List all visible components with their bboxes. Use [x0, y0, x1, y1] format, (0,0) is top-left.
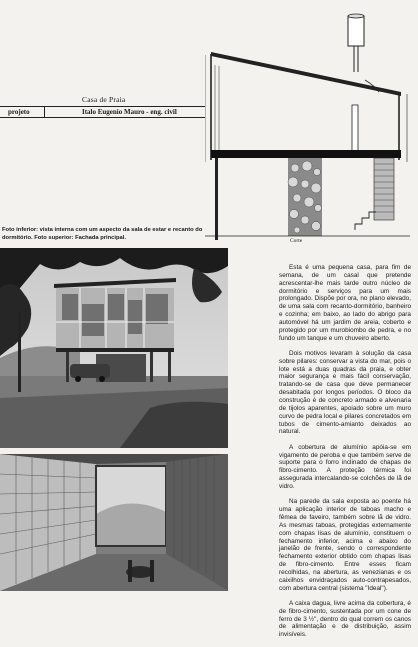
- facade-photo: [0, 248, 228, 448]
- article-paragraph: Dois motivos levaram à solução da casa sobre pilares: conservar a vista do mar, pois o lote está a duas quadras da praia, e obter maior segurança e mais fácil conservação, tratando-se de casa que deve permanecer desabitada por longos períodos. O bloco da construção é de concreto armado e alvenaria de tijolos aparentes, apoiado sobre um muro curvo de pedra local e pilares concretados em tubos de cimento-amianto deixados ao natural.: [279, 349, 411, 436]
- section-drawing: [205, 10, 410, 240]
- section-label: Corte: [290, 238, 303, 244]
- article-paragraph: Esta é uma pequena casa, para fim de semana, de um casal que pretende acrescentar-lhe mais tarde outro núcleo de dormitório e serviços para um mais prolongado. Dispõe por ora, no plano elevado, de uma sala com recanto-dormitório, banheiro e cozinha; em baixo, ao lado do abrigo para automóvel há um jardim de areia, coberto e protegido por um murobiombo de pedra, e no fundo um tanque e um chuveiro aberto.: [279, 264, 411, 342]
- project-title: Casa de Praia: [82, 95, 126, 104]
- header-rule-top: [0, 106, 205, 107]
- project-credit: Italo Eugenio Mauro - eng. civil: [82, 108, 177, 116]
- project-label: projeto: [8, 108, 30, 116]
- interior-photo: [0, 454, 228, 591]
- article-paragraph: Na parede da sala exposta ao poente há uma aplicação interior de taboas macho e fêmea de faveiro, também sobre lã de vidro. As mesmas taboas, protegidas externamente com chapas lisas de alumínio, constituem o fechamento inferior, acima e abaixo do janelão de frente, sendo o correspondente fechamento exterior obtido com chapas lisas de fibro-cimento. Entre esses ficam recolhidas, na abertura, as venezianas e os caixilhos envidraçados auto-contrapesados, com abertura central (sistema "Ideal").: [279, 498, 411, 592]
- article-paragraph: A caixa dagua, livre acima da cobertura, é de fibro-cimento, sustentada por um cone de ferro de 3 ½", dentro do qual correm os canos de alimentação e de distribuição, assim invisíveis.: [279, 599, 411, 639]
- article-body: [279, 264, 411, 647]
- header-rule-bottom: [0, 117, 205, 118]
- photo-caption: Foto inferior: vista interna com um aspecto da sala de estar e recanto do dormitório. Foto superior: Fachada principal.: [2, 227, 203, 241]
- article-paragraph: A cobertura de alumínio apóia-se em vigamento de peroba e que também serve de suporte para o forro inclinado de chapas de fibro-cimento. A proteção térmica foi assegurada intercalando-se colchões de lã de vidro.: [279, 443, 411, 490]
